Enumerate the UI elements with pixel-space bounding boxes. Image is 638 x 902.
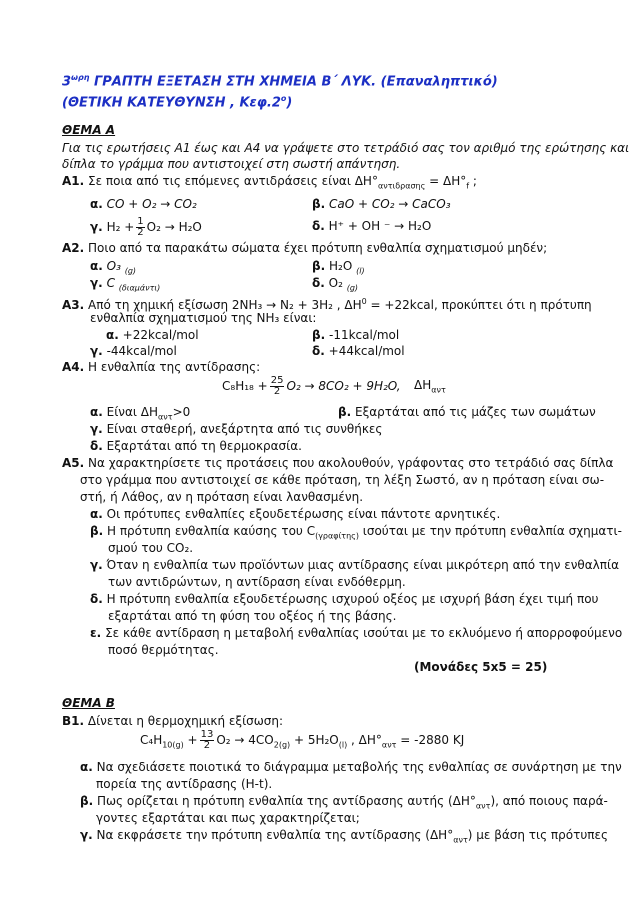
header-line-1: $3^{\omega\rho\eta}$ ΓΡΑΠΤΗ ΕΞΕΤΑΣΗ ΣΤΗ ΧΗΜΕΙΑ Β΄ ΛΥΚ. (Επαναληπτικό) bbox=[62, 73, 498, 90]
a1-option-delta: δ. H⁺ + OH ⁻ → H₂O bbox=[312, 219, 432, 233]
a1-option-alpha: α. CO + O₂ → CO₂ bbox=[90, 197, 197, 211]
a5-item-beta-line-1: β. Η πρότυπη ενθαλπία καύσης του $C_{(\gamma\rho\alpha\varphi ί\tau\eta\varsigma)}$ ισούται με την πρότυπη ενθαλπία σχηματι- bbox=[90, 524, 622, 541]
b1-equation: $C_4H_{10(g)}$ + $\frac{13}{2}$ $O_2 \to 4CO_{2(g)} + 5H_2O_{(l)}$ , $\Delta H^\circ_{\alpha\nu\tau} = -2880$ KJ bbox=[140, 729, 465, 751]
a1-option-beta: β. CaO + CO₂ → CaCO₃ bbox=[312, 197, 451, 211]
a3-option-beta: β. -11kcal/mol bbox=[312, 328, 400, 342]
question-a5-line-2: στο γράμμα που αντιστοιχεί σε κάθε πρόταση, τη λέξη Σωστό, αν η πρόταση είναι σω- bbox=[80, 473, 605, 487]
a5-item-alpha: α. Οι πρότυπες ενθαλπίες εξουδετέρωσης είναι πάντοτε αρνητικές. bbox=[90, 507, 501, 521]
question-b1: Β1. Δίνεται η θερμοχημική εξίσωση: bbox=[62, 714, 284, 728]
a5-item-epsilon-line-1: ε. Σε κάθε αντίδραση η μεταβολή ενθαλπίας ισούται με το εκλυόμενο ή απορροφούμενο bbox=[90, 626, 623, 640]
a3-option-alpha: α. +22kcal/mol bbox=[106, 328, 199, 342]
a2-option-delta: δ. O₂ $_{(g)}$ bbox=[312, 276, 359, 293]
a4-equation: C₈H₁₈ + $\frac{25}{2}$ O₂ → 8CO₂ + 9H₂O, bbox=[222, 375, 401, 397]
question-a5-line-3: στή, ή Λάθος, αν η πρόταση είναι λανθασμένη. bbox=[80, 490, 364, 504]
a5-item-beta-line-2: σμού του CO₂. bbox=[108, 541, 194, 555]
a5-item-gamma-line-2: των αντιδρώντων, η αντίδραση είναι ενδόθερμη. bbox=[108, 575, 406, 589]
b1-item-beta-line-1: β. Πως ορίζεται η πρότυπη ενθαλπία της αντίδρασης αυτής $(\Delta H^\circ_{\alpha\nu\tau})$, από ποιους παρά- bbox=[80, 794, 608, 811]
a5-item-delta-line-2: εξαρτάται από τη φύση του οξέος ή της βάσης. bbox=[108, 609, 397, 623]
instructions-line-1: Για τις ερωτήσεις Α1 έως και Α4 να γράψετε στο τετράδιό σας τον αριθμό της ερώτησης και bbox=[62, 141, 630, 155]
a2-option-alpha: α. O₃ $_{(g)}$ bbox=[90, 259, 137, 276]
marks-a: (Μονάδες 5x5 = 25) bbox=[414, 660, 548, 674]
question-a2: Α2. Ποιο από τα παρακάτω σώματα έχει πρότυπη ενθαλπία σχηματισμού μηδέν; bbox=[62, 241, 548, 255]
section-title-b: ΘΕΜΑ Β bbox=[62, 696, 115, 710]
section-title-a: ΘΕΜΑ Α bbox=[62, 123, 116, 137]
a4-equation-dh: $\Delta H_{\alpha\nu\tau}$ bbox=[414, 378, 446, 395]
a5-item-delta-line-1: δ. Η πρότυπη ενθαλπία εξουδετέρωσης ισχυρού οξέος με ισχυρή βάση έχει τιμή που bbox=[90, 592, 599, 606]
a4-option-delta: δ. Εξαρτάται από τη θερμοκρασία. bbox=[90, 439, 302, 453]
a5-item-gamma-line-1: γ. Όταν η ενθαλπία των προϊόντων μιας αντίδρασης είναι μικρότερη από την ενθαλπία bbox=[90, 558, 619, 572]
b1-item-alpha-line-1: α. Να σχεδιάσετε ποιοτικά το διάγραμμα μεταβολής της ενθαλπίας σε συνάρτηση με την bbox=[80, 760, 622, 774]
a5-item-epsilon-line-2: ποσό θερμότητας. bbox=[108, 643, 219, 657]
a1-option-gamma: γ. H₂ + $\frac{1}{2}$ O₂ → H₂O bbox=[90, 216, 202, 238]
instructions-line-2: δίπλα το γράμμα που αντιστοιχεί στη σωστή απάντηση. bbox=[62, 157, 401, 171]
a2-option-beta: β. H₂O $_{(l)}$ bbox=[312, 259, 365, 276]
b1-item-gamma-line-1: γ. Να εκφράσετε την πρότυπη ενθαλπία της αντίδρασης $(\Delta H^\circ_{\alpha\nu\tau})$ με βάση τις πρότυπες bbox=[80, 828, 609, 845]
header-line-2: (ΘΕΤΙΚΗ ΚΑΤΕΥΘΥΝΣΗ , $K\varepsilon\varphi.2^o$) bbox=[62, 94, 293, 111]
question-a1: Α1. Σε ποια από τις επόμενες αντιδράσεις είναι $\Delta H^\circ_{\alpha\nu\tau\iota\delta\rho\alpha\sigma\eta\varsigma} = \Delta H^\circ_f$ ; bbox=[62, 174, 477, 191]
question-a3-line-2: ενθαλπία σχηματισμού της NH₃ είναι: bbox=[90, 311, 317, 325]
question-a4: Α4. Η ενθαλπία της αντίδρασης: bbox=[62, 360, 261, 374]
a2-option-gamma: γ. C $_{(\delta\iota\alpha\mu ά\nu\tau\iota)}$ bbox=[90, 276, 161, 293]
a4-option-gamma: γ. Είναι σταθερή, ανεξάρτητα από τις συνθήκες bbox=[90, 422, 383, 436]
question-a5-line-1: Α5. Να χαρακτηρίσετε τις προτάσεις που ακολουθούν, γράφοντας στο τετράδιό σας δίπλα bbox=[62, 456, 614, 470]
a4-option-beta: β. Εξαρτάται από τις μάζες των σωμάτων bbox=[338, 405, 596, 419]
a4-option-alpha: α. Είναι $\Delta H_{\alpha\nu\tau}>0$ bbox=[90, 405, 191, 422]
a3-option-gamma: γ. -44kcal/mol bbox=[90, 344, 177, 358]
b1-item-alpha-line-2: πορεία της αντίδρασης (Η-t). bbox=[96, 777, 273, 791]
b1-item-beta-line-2: γοντες εξαρτάται και πως χαρακτηρίζεται; bbox=[96, 811, 360, 825]
a3-option-delta: δ. +44kcal/mol bbox=[312, 344, 405, 358]
question-a3-line-1: Α3. Από τη χημική εξίσωση 2NH₃ → N₂ + 3H₂ , $\Delta H^0$ = +22kcal, προκύπτει ότι η πρότυπη bbox=[62, 297, 592, 312]
